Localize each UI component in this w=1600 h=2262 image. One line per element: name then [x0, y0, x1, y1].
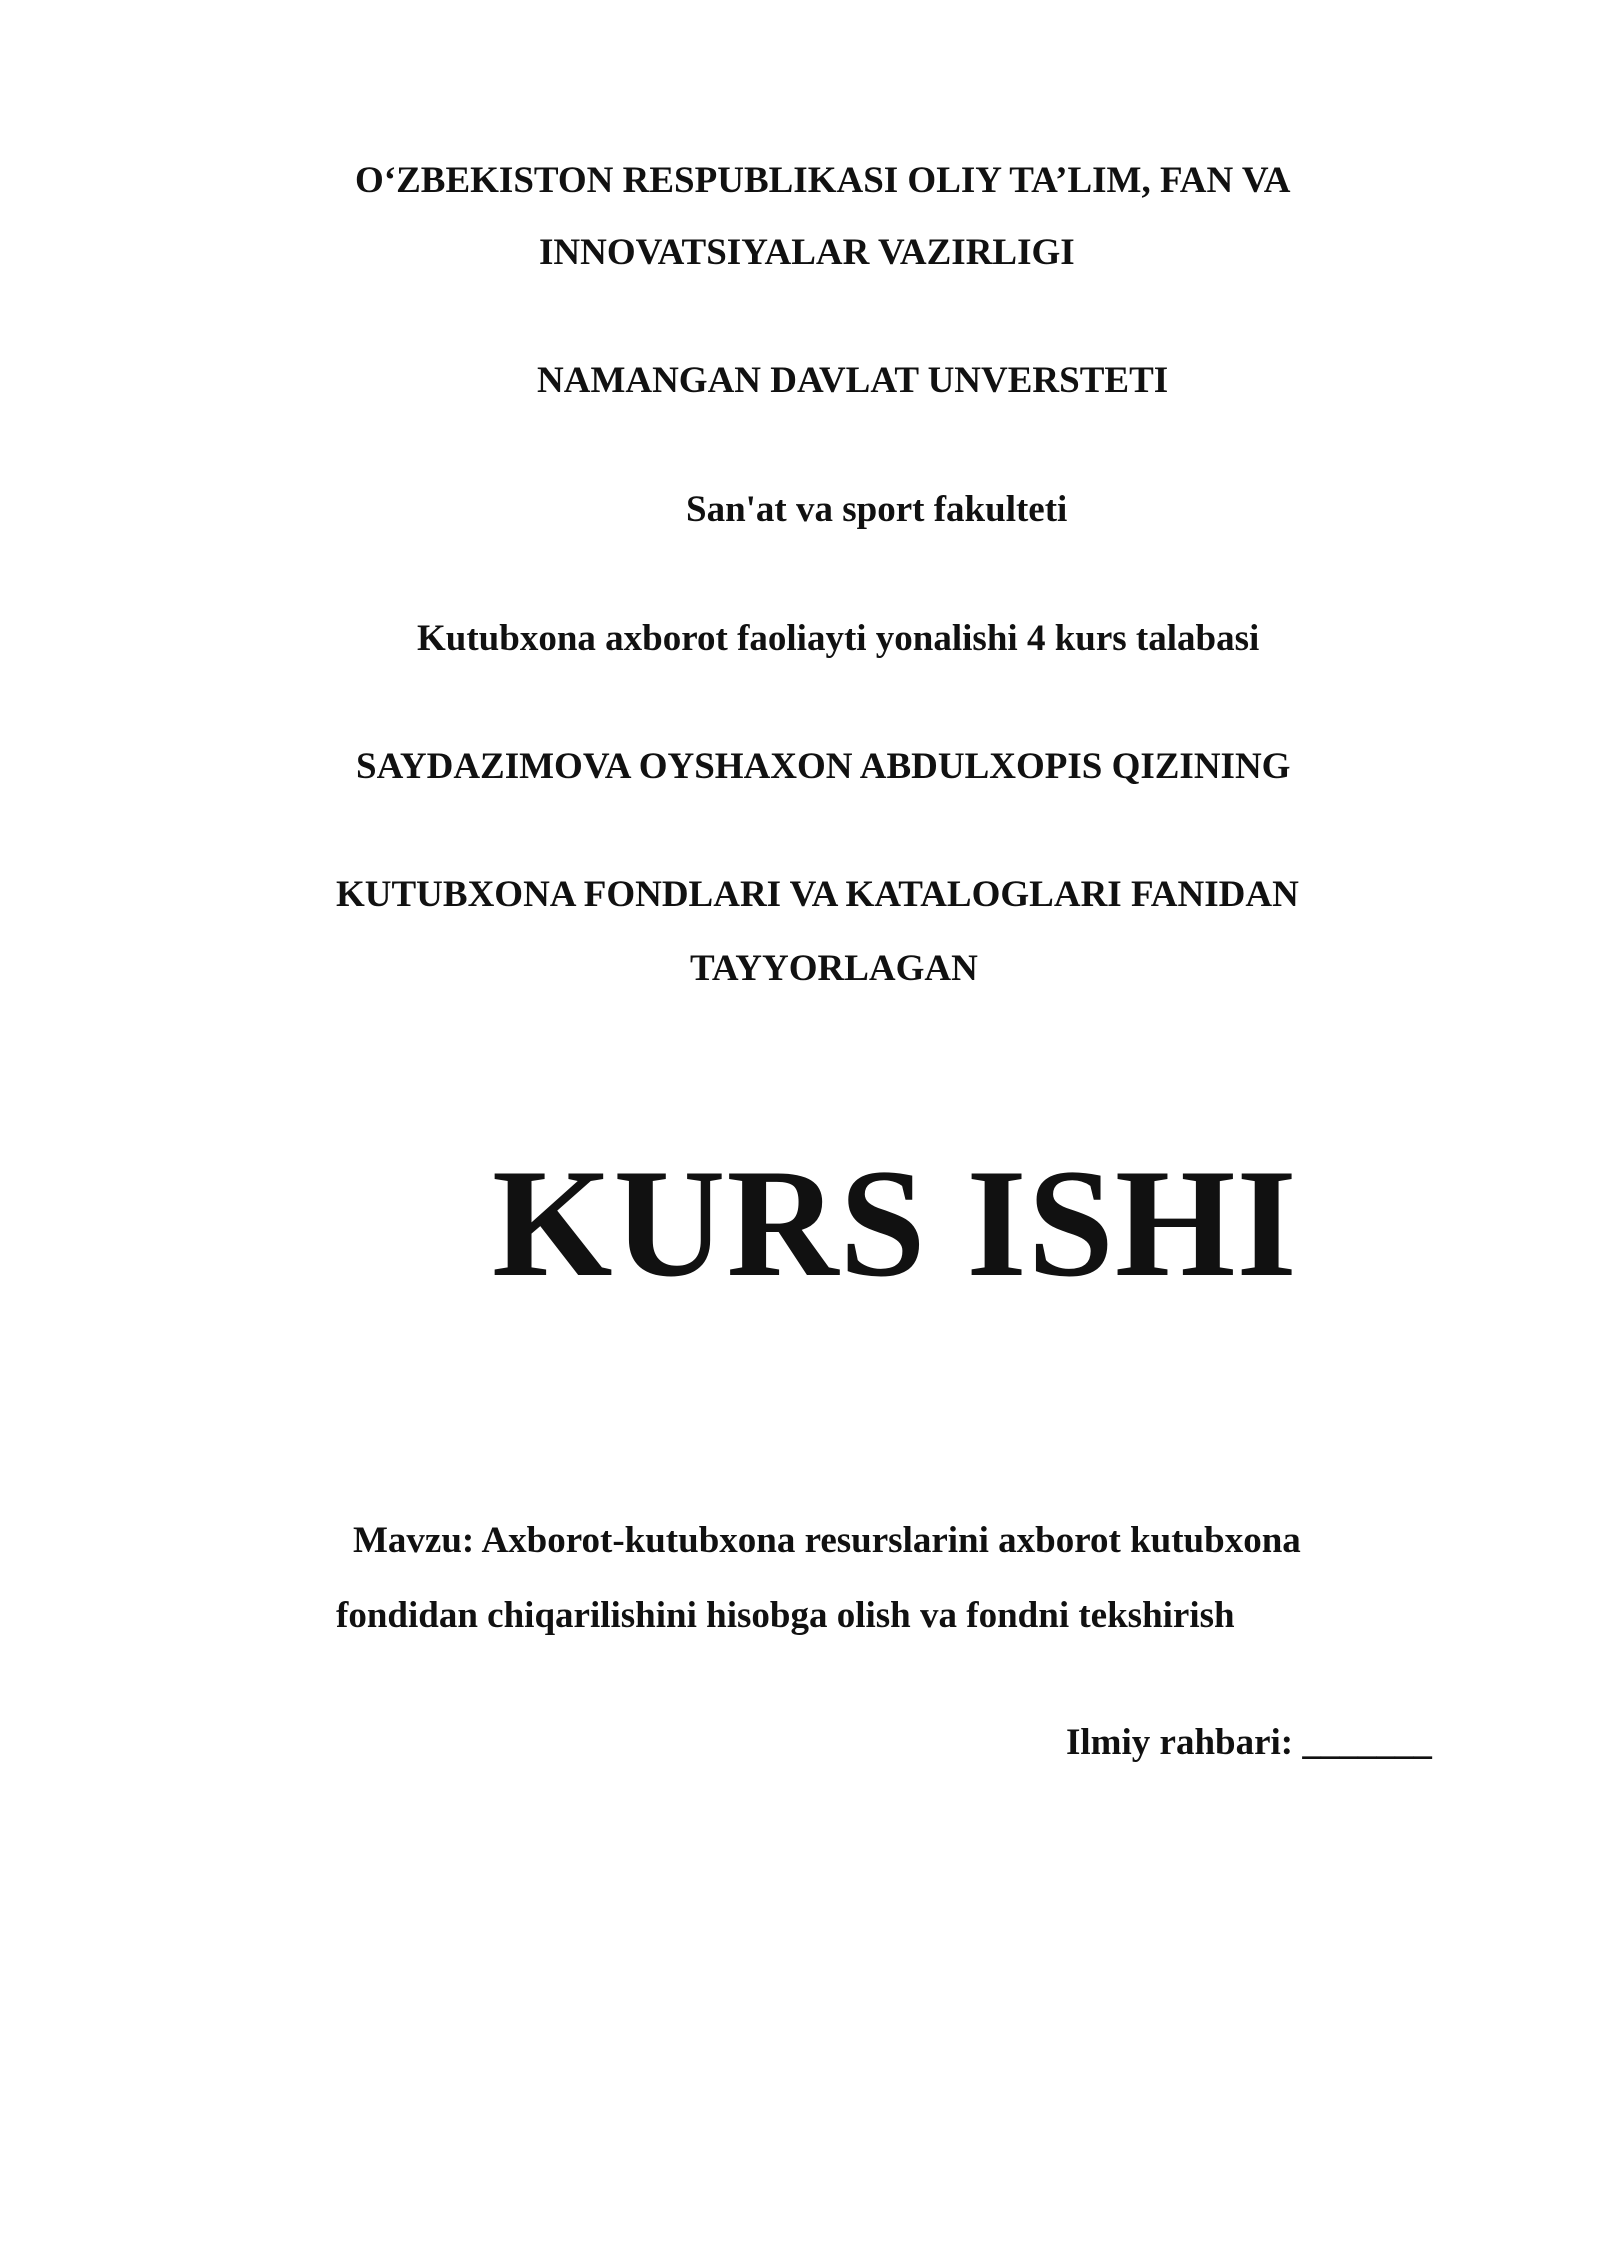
faculty-name: San'at va sport fakulteti: [686, 489, 1068, 530]
subject-line-2: TAYYORLAGAN: [690, 948, 978, 989]
document-title: KURS ISHI: [492, 1137, 1298, 1309]
subject-line-1: KUTUBXONA FONDLARI VA KATALOGLARI FANIDAN: [336, 874, 1299, 915]
student-program-info: Kutubxona axborot faoliayti yonalishi 4 kurs talabasi: [417, 618, 1260, 659]
university-name: NAMANGAN DAVLAT UNVERSTETI: [537, 360, 1169, 401]
student-name: SAYDAZIMOVA OYSHAXON ABDULXOPIS QIZINING: [356, 746, 1291, 787]
supervisor-field: Ilmiy rahbari: _______: [1066, 1722, 1432, 1763]
ministry-name-line-1: O‘ZBEKISTON RESPUBLIKASI OLIY TA’LIM, FAN VA: [355, 160, 1291, 201]
topic-line-2: fondidan chiqarilishini hisobga olish va fondni tekshirish: [336, 1595, 1235, 1636]
ministry-name-line-2: INNOVATSIYALAR VAZIRLIGI: [539, 232, 1075, 273]
topic-line-1: Mavzu: Axborot-kutubxona resurslarini axborot kutubxona: [353, 1520, 1301, 1561]
